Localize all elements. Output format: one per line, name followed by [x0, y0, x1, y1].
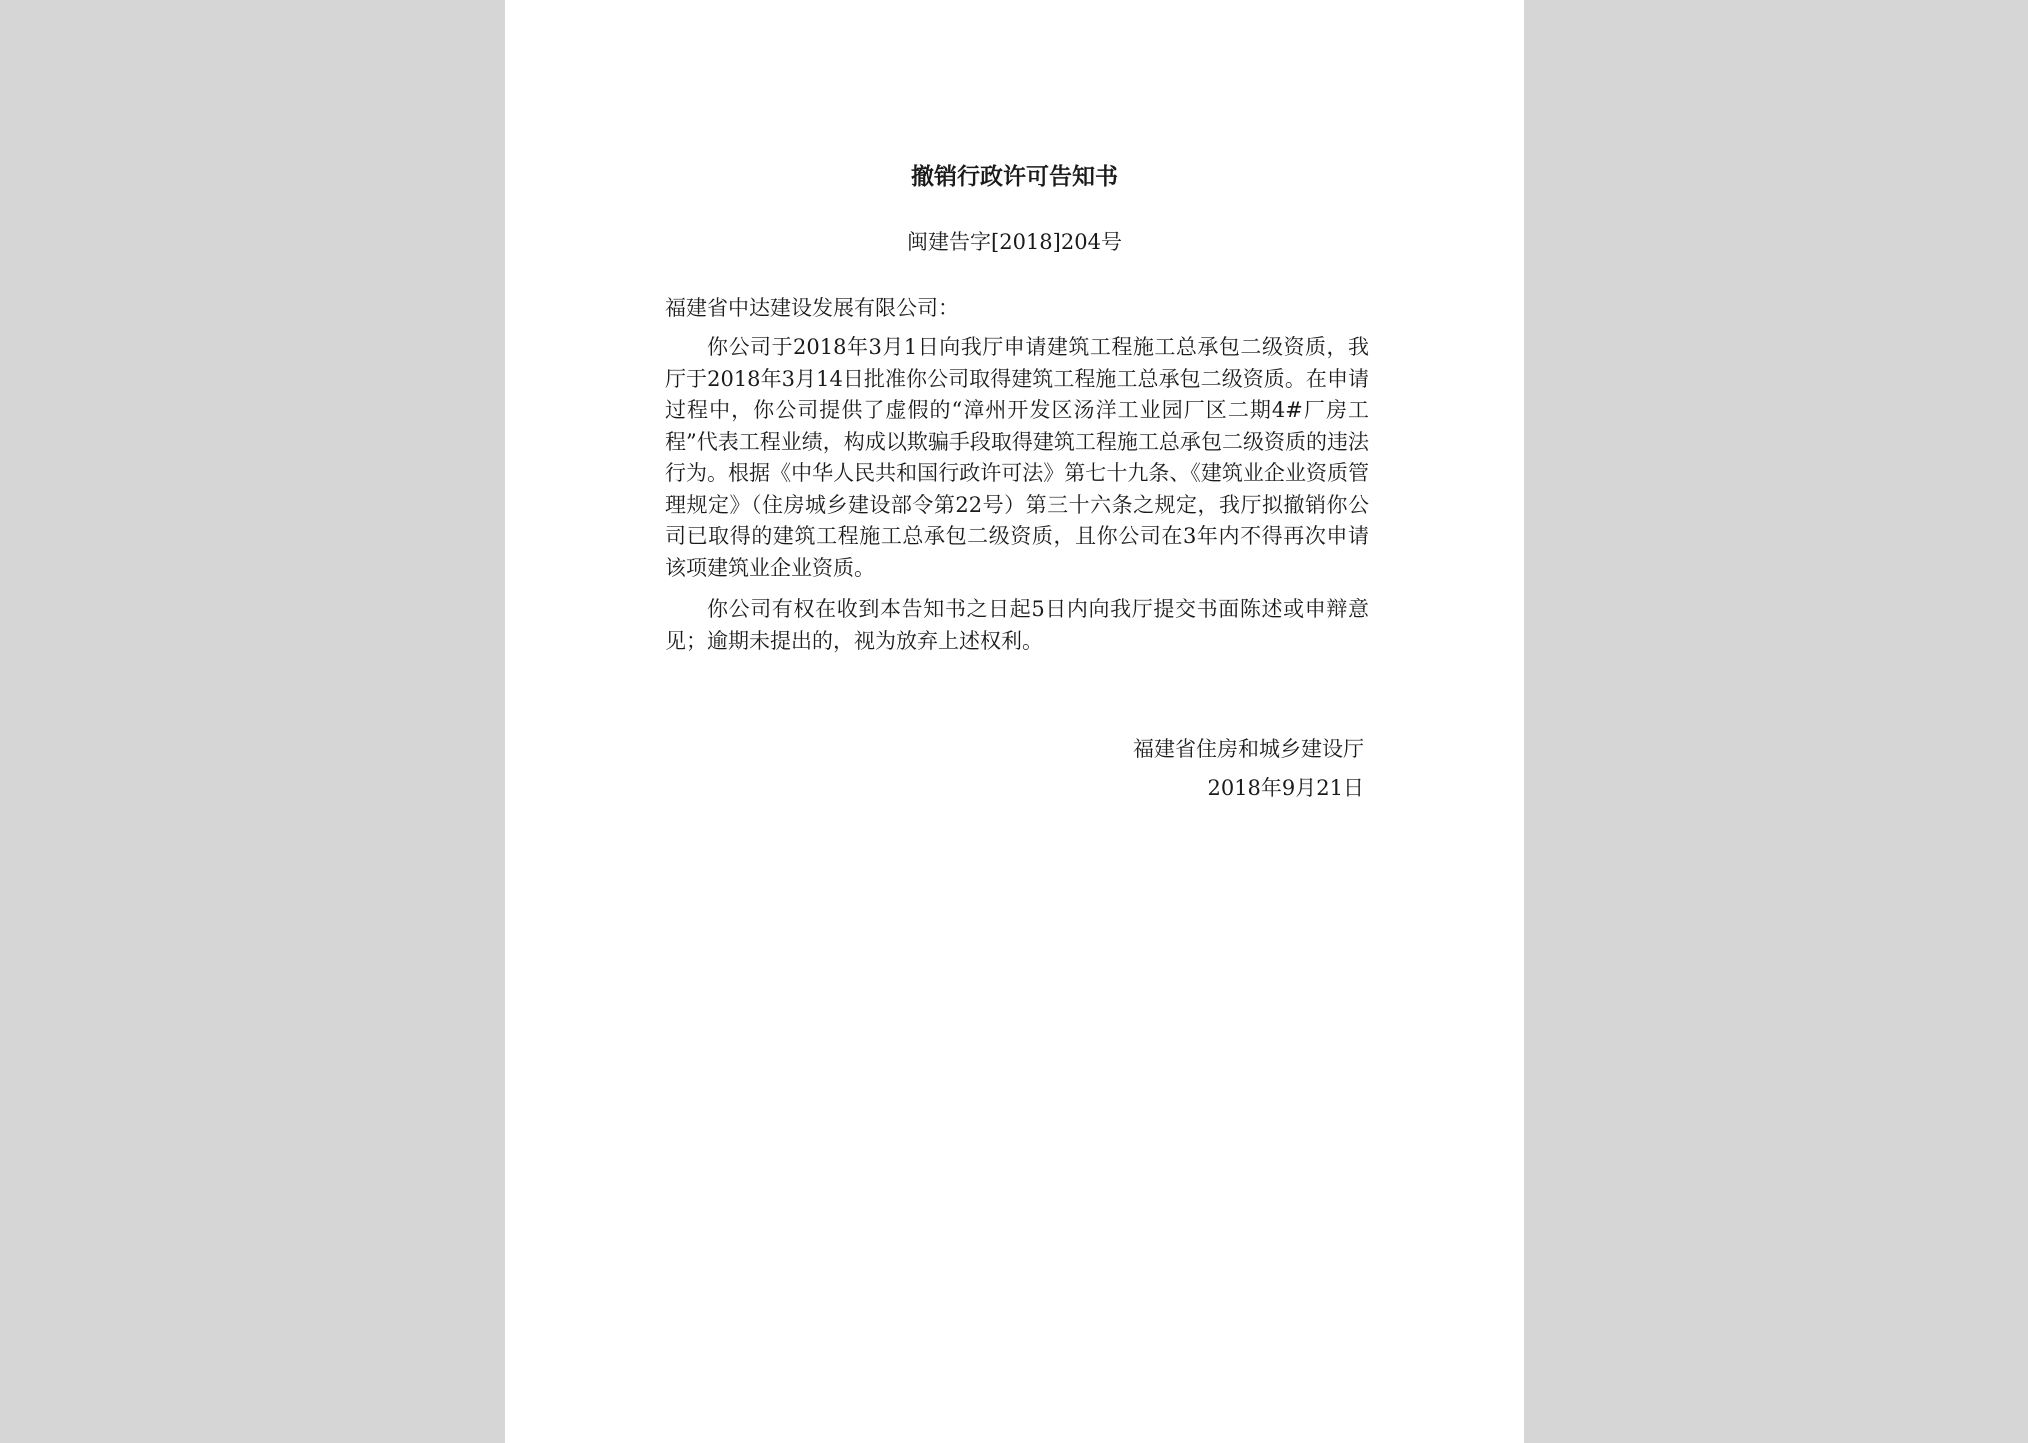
body-paragraph-2: 你公司有权在收到本告知书之日起5日内向我厅提交书面陈述或申辩意见；逾期未提出的，视为放弃上述权利。: [665, 597, 1369, 653]
document-number: 闽建告字[2018]204号: [907, 230, 1122, 254]
issue-date: 2018年9月21日: [1207, 776, 1364, 800]
addressee: 福建省中达建设发展有限公司：: [665, 296, 959, 320]
body-paragraph-1: 你公司于2018年3月1日向我厅申请建筑工程施工总承包二级资质，我厅于2018年3月14日批准你公司取得建筑工程施工总承包二级资质。在申请过程中，你公司提供了虚假的“漳州开发区汤洋工业园厂区二期4#厂房工程”代表工程业绩，构成以欺骗手段取得建筑工程施工总承包二级资质的违法行为。根据《中华人民共和国行政许可法》第七十九条、《建筑业企业资质管理规定》（住房城乡建设部令第22号）第三十六条之规定，我厅拟撤销你公司已取得的建筑工程施工总承包二级资质，且你公司在3年内不得再次申请该项建筑业企业资质。: [665, 335, 1369, 580]
document-body: [665, 332, 1369, 667]
signature-block: [1133, 730, 1364, 808]
issuer-name: 福建省住房和城乡建设厅: [1133, 737, 1364, 761]
document-title: 撤销行政许可告知书: [911, 163, 1118, 190]
document-page: [505, 0, 1524, 1443]
